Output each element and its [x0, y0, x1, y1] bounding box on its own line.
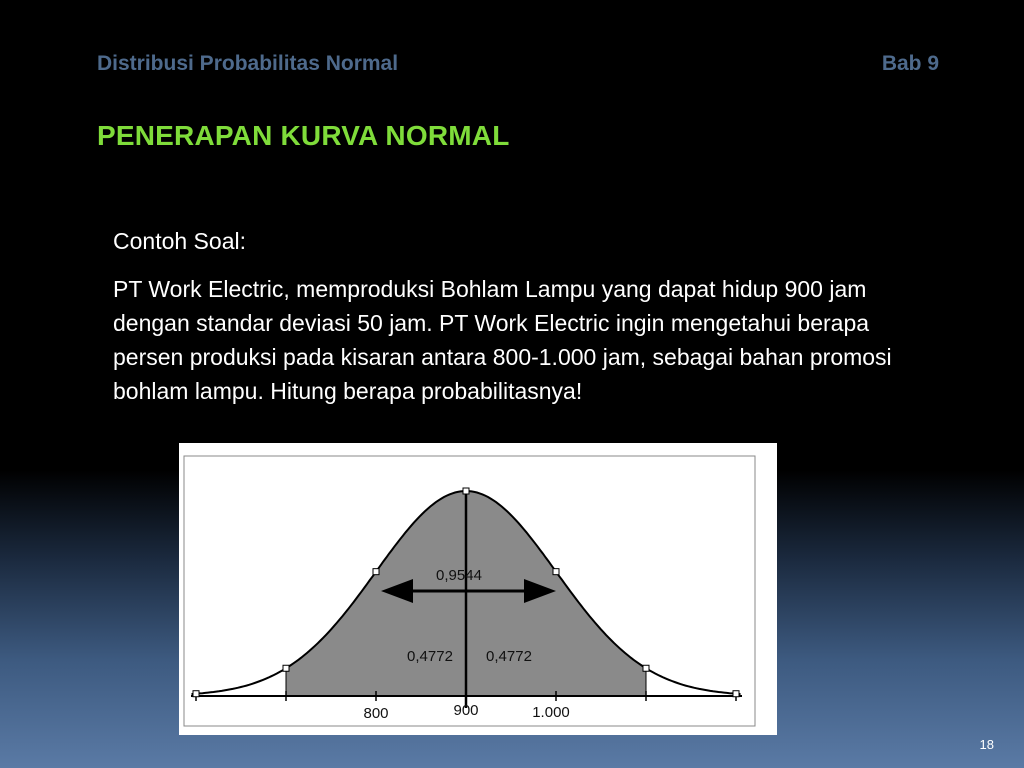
problem-paragraph: PT Work Electric, memproduksi Bohlam Lampu yang dapat hidup 900 jam dengan standar deviasi 50 jam. PT Work Electric ingin mengetahui berapa persen produksi pada kisaran antara 800-1.000 jam, sebagai bahan promosi bohlam lampu. Hitung berapa probabilitasnya!: [113, 276, 892, 404]
curve-marker: [373, 569, 379, 575]
curve-marker: [643, 665, 649, 671]
right-probability-label: 0,4772: [486, 648, 532, 665]
normal-curve-figure: [179, 443, 777, 735]
tick-label-900: 900: [453, 702, 479, 719]
curve-marker: [193, 691, 199, 697]
curve-marker: [733, 691, 739, 697]
curve-marker: [553, 569, 559, 575]
slide-body: [113, 224, 933, 408]
tick-label-1000: 1.000: [532, 704, 570, 721]
curve-marker: [283, 665, 289, 671]
page-number: 18: [979, 737, 994, 752]
header-chapter: Bab 9: [881, 52, 939, 75]
tick-label-800: 800: [363, 705, 389, 722]
total-probability-label: 0,9544: [436, 567, 482, 584]
curve-marker: [463, 488, 469, 494]
slide-title: PENERAPAN KURVA NORMAL: [97, 120, 510, 151]
normal-curve-diagram: [179, 443, 777, 735]
example-heading: Contoh Soal:: [113, 228, 246, 254]
left-probability-label: 0,4772: [407, 648, 453, 665]
header-subject: Distribusi Probabilitas Normal: [97, 52, 399, 75]
